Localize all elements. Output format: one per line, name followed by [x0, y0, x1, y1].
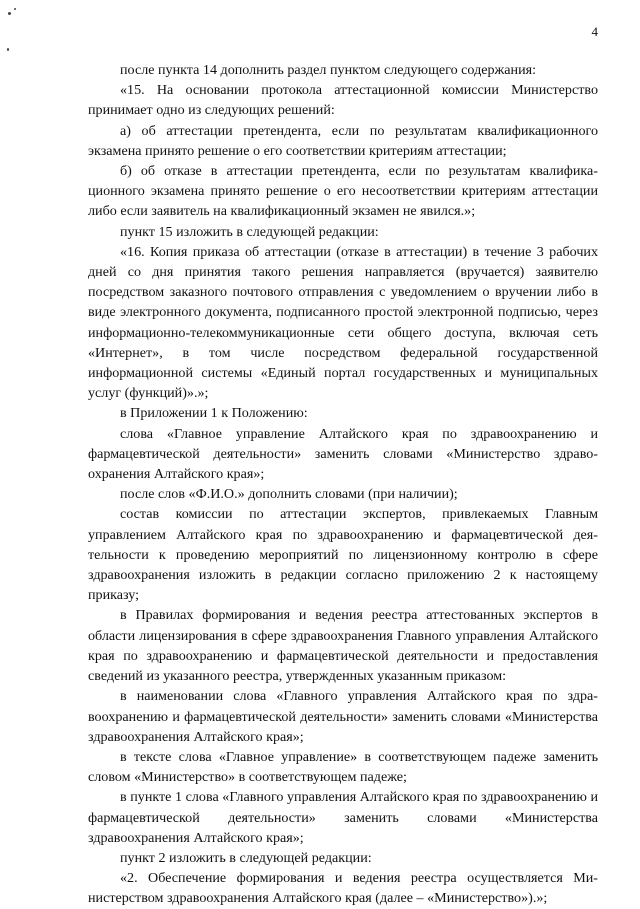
paragraph: состав комиссии по аттестации экспертов, привлекаемых Главным управлением Алтайского края по здравоохранению и фармацевтической деятельности к проведению мероприятий по лицензионному контролю в сфере здравоохранения изложить в редакции согласно приложению 2 к настоящему приказу; — [88, 506, 598, 604]
paragraph: после слов «Ф.И.О.» дополнить словами (при наличии); — [120, 486, 458, 503]
paragraph: «2. Обеспечение формирования и ведения реестра осуществляется Министерством здравоохранения Алтайского края (далее – «Министерство»).»; — [88, 870, 598, 907]
paragraph: «15. На основании протокола аттестационной комиссии Министерство принимает одно из следующих решений: — [88, 82, 598, 119]
paragraph: «16. Копия приказа об аттестации (отказе в аттестации) в течение 3 рабочих дней со дня принятия такого решения направляется (вручается) заявителю посредством заказного почтового отправления с уведомлением о вручении либо в виде электронного документа, подписанного простой электронной подписью, через информационно-телекоммуникационные сети общего доступа, включая сеть «Интернет», в том числе посредством федеральной государственной информационной системы «Единый портал государственных и муниципальных услуг (функций)».»; — [88, 243, 598, 402]
scan-speck — [7, 48, 9, 51]
paragraph: в Приложении 1 к Положению: — [120, 405, 308, 422]
paragraph: в Правилах формирования и ведения реестра аттестованных экспертов в области лицензирования в сфере здравоохранения Главного управления Алтайского края по здравоохранению и фармацевтической деятельности и предоставления сведений из указанного реестра, утвержденных указанным приказом: — [88, 607, 598, 685]
scan-speck — [8, 12, 11, 15]
paragraph: в наименовании слова «Главного управления Алтайского края по здравоохранению и фармацевтической деятельности» заменить словами «Министерства здравоохранения Алтайского края»; — [88, 688, 598, 745]
paragraph: после пункта 14 дополнить раздел пунктом следующего содержания: — [120, 62, 537, 78]
document-body — [88, 60, 598, 909]
paragraph: в пункте 1 слова «Главного управления Алтайского края по здравоохранению и фармацевтической деятельности» заменить словами «Министерства здравоохранения Алтайского края»; — [88, 789, 598, 846]
paragraph: слова «Главное управление Алтайского края по здравоохранению и фармацевтической деятельности» заменить словами «Министерство здравоохранения Алтайского края»; — [88, 425, 598, 483]
page-number: 4 — [591, 24, 598, 39]
scan-speck — [14, 8, 16, 10]
paragraph: пункт 2 изложить в следующей редакции: — [120, 849, 372, 866]
paragraph: б) об отказе в аттестации претендента, если по результатам квалификационного экзамена принято решение о его несоответствии критериям аттестации либо если заявитель на квалификационный экзамен не явился.»; — [88, 163, 598, 220]
paragraph: в тексте слова «Главное управление» в соответствующем падеже заменить словом «Министерство» в соответствующем падеже; — [88, 748, 598, 786]
paragraph: а) об аттестации претендента, если по результатам квалификационного экзамена принято решение о его соответствии критериям аттестации; — [88, 122, 598, 159]
paragraph: пункт 15 изложить в следующей редакции: — [120, 223, 379, 240]
